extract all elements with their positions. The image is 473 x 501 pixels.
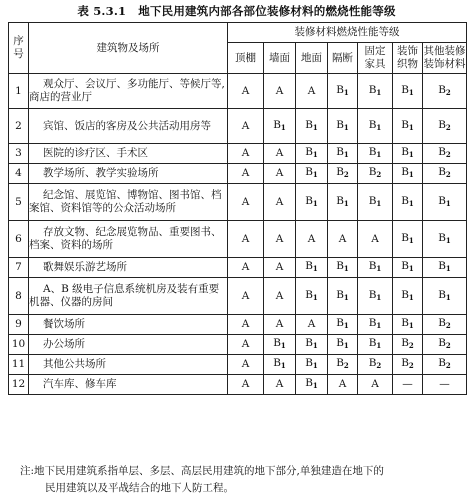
rating-cell: $B_1$: [264, 109, 296, 144]
table-row: [9, 375, 467, 395]
rating-cell: A: [264, 278, 296, 315]
row-place: [29, 144, 228, 164]
rating-cell: $B_1$: [393, 221, 423, 258]
row-place: [29, 355, 228, 375]
note-line-2: 民用建筑以及平战结合的地下人防工程。: [45, 482, 234, 494]
rating-cell: $B_1$: [296, 278, 328, 315]
rating-cell: $B_1$: [358, 335, 393, 355]
row-number: 4: [9, 164, 29, 184]
row-place-text: 办公场所: [43, 338, 85, 350]
rating-cell: A: [328, 375, 358, 395]
rating-cell: $B_1$: [358, 315, 393, 335]
rating-cell: A: [228, 355, 264, 375]
rating-cell: $B_1$: [393, 315, 423, 335]
row-number: 3: [9, 144, 29, 164]
rating-cell: $B_1$: [264, 335, 296, 355]
rating-cell: $B_1$: [296, 164, 328, 184]
row-place: [29, 74, 228, 109]
rating-cell: —: [423, 375, 467, 395]
rating-cell: $B_1$: [358, 74, 393, 109]
rating-cell: $B_1$: [358, 278, 393, 315]
rating-cell: $B_2$: [423, 355, 467, 375]
table-row: [9, 258, 467, 278]
row-place: [29, 375, 228, 395]
row-number: 7: [9, 258, 29, 278]
rating-cell: $B_1$: [328, 315, 358, 335]
rating-cell: A: [228, 258, 264, 278]
row-place-text: 其他公共场所: [43, 358, 106, 370]
table-row: [9, 221, 467, 258]
row-place-text: A、B 级电子信息系统机房及装有重要机器、仪器的房间: [29, 283, 220, 308]
rating-cell: $B_2$: [328, 164, 358, 184]
row-place-text: 存放文物、纪念展览物品、重要图书、档案、资料的场所: [29, 226, 222, 251]
header-seq: 序 号: [9, 23, 29, 74]
row-number: 6: [9, 221, 29, 258]
rating-cell: A: [264, 258, 296, 278]
rating-cell: $B_1$: [296, 184, 328, 221]
row-place: [29, 278, 228, 315]
rating-cell: $B_1$: [328, 335, 358, 355]
table-row: [9, 355, 467, 375]
rating-cell: $B_2$: [328, 355, 358, 375]
rating-cell: $B_1$: [423, 258, 467, 278]
rating-cell: $B_1$: [423, 221, 467, 258]
rating-cell: —: [393, 375, 423, 395]
row-place: [29, 184, 228, 221]
row-place-text: 医院的诊疗区、手术区: [43, 147, 148, 159]
rating-cell: A: [228, 335, 264, 355]
rating-cell: $B_1$: [296, 144, 328, 164]
rating-cell: $B_1$: [423, 278, 467, 315]
rating-cell: A: [264, 144, 296, 164]
rating-cell: A: [228, 278, 264, 315]
row-place-text: 餐饮场所: [43, 318, 85, 330]
rating-cell: $B_2$: [423, 315, 467, 335]
row-place-text: 教学场所、教学实验场所: [43, 167, 159, 179]
header-col-6: 装饰 织物: [393, 43, 423, 74]
rating-cell: $B_1$: [423, 184, 467, 221]
row-number: 10: [9, 335, 29, 355]
rating-cell: A: [228, 221, 264, 258]
rating-cell: A: [228, 315, 264, 335]
header-col-4: 隔断: [328, 43, 358, 74]
rating-cell: A: [296, 74, 328, 109]
rating-cell: $B_1$: [296, 375, 328, 395]
rating-cell: $B_2$: [423, 109, 467, 144]
row-place-text: 歌舞娱乐游艺场所: [43, 261, 127, 273]
rating-cell: $B_1$: [296, 335, 328, 355]
table-row: [9, 74, 467, 109]
row-place: [29, 164, 228, 184]
row-number: 12: [9, 375, 29, 395]
table-number: 表 5.3.1: [77, 4, 127, 18]
rating-cell: $B_1$: [393, 164, 423, 184]
rating-cell: $B_1$: [296, 355, 328, 375]
rating-cell: $B_1$: [328, 144, 358, 164]
row-number: 11: [9, 355, 29, 375]
row-number: 1: [9, 74, 29, 109]
rating-cell: A: [328, 221, 358, 258]
rating-cell: A: [358, 375, 393, 395]
row-number: 2: [9, 109, 29, 144]
rating-cell: $B_1$: [328, 184, 358, 221]
rating-cell: A: [264, 375, 296, 395]
rating-cell: A: [264, 74, 296, 109]
header-col-3: 地面: [296, 43, 328, 74]
table-title-text: 地下民用建筑内部各部位装修材料的燃烧性能等级: [138, 4, 396, 18]
note-line-1: 注:地下民用建筑系指单层、多层、高层民用建筑的地下部分,单独建造在地下的: [20, 465, 384, 477]
table-title: [0, 2, 473, 20]
row-place: [29, 221, 228, 258]
rating-cell: A: [264, 221, 296, 258]
table-row: [9, 315, 467, 335]
table-row: [9, 278, 467, 315]
rating-cell: A: [296, 315, 328, 335]
rating-cell: A: [228, 164, 264, 184]
rating-cell: $B_2$: [423, 164, 467, 184]
header-group: 装修材料燃烧性能等级: [228, 23, 467, 43]
rating-cell: $B_1$: [393, 144, 423, 164]
rating-cell: A: [228, 74, 264, 109]
table-row: [9, 335, 467, 355]
table-row: [9, 109, 467, 144]
rating-cell: $B_1$: [393, 278, 423, 315]
rating-cell: $B_1$: [358, 109, 393, 144]
rating-cell: $B_2$: [393, 335, 423, 355]
rating-cell: $B_1$: [296, 258, 328, 278]
row-number: 8: [9, 278, 29, 315]
rating-cell: $B_1$: [296, 109, 328, 144]
rating-cell: A: [264, 315, 296, 335]
row-place-text: 纪念馆、展览馆、博物馆、图书馆、档案馆、资料馆等的公众活动场所: [29, 189, 222, 214]
row-place: [29, 335, 228, 355]
table-note: [20, 463, 468, 497]
fire-rating-table: [8, 22, 467, 395]
rating-cell: $B_1$: [358, 144, 393, 164]
rating-cell: A: [358, 221, 393, 258]
header-place: 建筑物及场所: [29, 23, 228, 74]
rating-cell: $B_1$: [328, 278, 358, 315]
row-place-text: 宾馆、饭店的客房及公共活动用房等: [43, 119, 211, 132]
row-place: [29, 109, 228, 144]
rating-cell: $B_1$: [264, 355, 296, 375]
row-place: [29, 315, 228, 335]
rating-cell: $B_2$: [423, 74, 467, 109]
rating-cell: $B_2$: [423, 335, 467, 355]
rating-cell: $B_2$: [358, 164, 393, 184]
rating-cell: $B_2$: [393, 355, 423, 375]
rating-cell: $B_1$: [393, 109, 423, 144]
rating-cell: $B_1$: [328, 258, 358, 278]
rating-cell: $B_1$: [358, 184, 393, 221]
rating-cell: $B_1$: [328, 109, 358, 144]
rating-cell: $B_2$: [358, 355, 393, 375]
table-row: [9, 184, 467, 221]
rating-cell: $B_1$: [328, 74, 358, 109]
rating-cell: A: [296, 221, 328, 258]
rating-cell: A: [228, 184, 264, 221]
rating-cell: A: [228, 109, 264, 144]
rating-cell: $B_1$: [358, 258, 393, 278]
table-row: [9, 144, 467, 164]
header-col-5: 固定 家具: [358, 43, 393, 74]
table-row: [9, 164, 467, 184]
header-col-1: 顶棚: [228, 43, 264, 74]
rating-cell: $B_1$: [393, 74, 423, 109]
header-col-7: 其他装修 装饰材料: [423, 43, 467, 74]
row-place-text: 观众厅、会议厅、多功能厅、等候厅等,商店的营业厅: [29, 78, 225, 103]
row-place-text: 汽车库、修车库: [43, 378, 117, 390]
row-place: [29, 258, 228, 278]
rating-cell: $B_1$: [393, 258, 423, 278]
rating-cell: A: [264, 184, 296, 221]
rating-cell: $B_2$: [423, 144, 467, 164]
rating-cell: A: [228, 375, 264, 395]
rating-cell: A: [264, 164, 296, 184]
row-number: 5: [9, 184, 29, 221]
rating-cell: $B_1$: [393, 184, 423, 221]
rating-cell: A: [228, 144, 264, 164]
row-number: 9: [9, 315, 29, 335]
header-col-2: 墙面: [264, 43, 296, 74]
